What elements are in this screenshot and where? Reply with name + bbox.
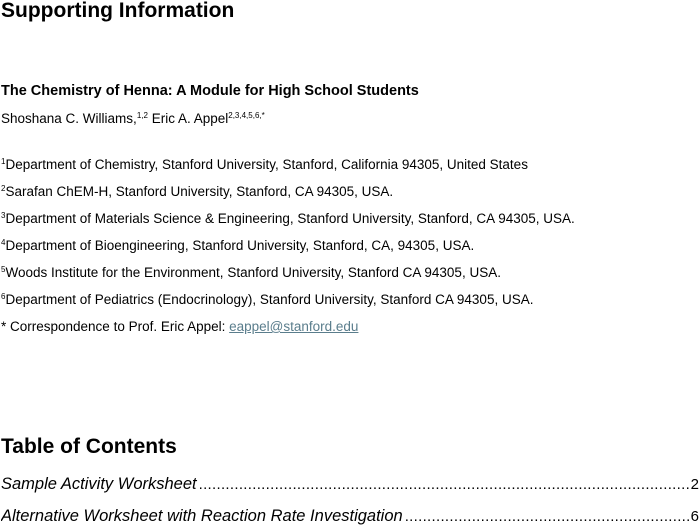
toc-leader-dots xyxy=(405,507,689,527)
author-affiliation-marks: 1,2 xyxy=(136,111,148,120)
affiliation-text: Woods Institute for the Environment, Stanford University, Stanford CA 94305, USA. xyxy=(5,265,501,280)
toc-entry[interactable] xyxy=(1,474,700,495)
affiliation-item xyxy=(1,210,575,227)
correspondence-text: * Correspondence to Prof. Eric Appel: xyxy=(1,319,230,334)
email-link[interactable]: eappel@stanford.edu xyxy=(229,319,359,334)
author-name: Shoshana C. Williams, xyxy=(1,111,137,126)
affiliation-item xyxy=(1,156,528,173)
toc-leader-dots xyxy=(199,475,689,495)
affiliation-mark: 4 xyxy=(1,238,6,247)
page-heading: Supporting Information xyxy=(1,0,235,22)
affiliation-text: Department of Bioengineering, Stanford University, Stanford, CA, 94305, USA. xyxy=(5,238,475,253)
affiliation-text: Department of Chemistry, Stanford University, Stanford, California 94305, United States xyxy=(5,157,528,172)
affiliation-text: Department of Pediatrics (Endocrinology), Stanford University, Stanford CA 94305, USA. xyxy=(5,292,534,307)
affiliation-item xyxy=(1,264,501,281)
affiliation-item xyxy=(1,237,474,254)
author-name: Eric A. Appel xyxy=(151,111,229,126)
affiliation-text: Department of Materials Science & Engineering, Stanford University, Stanford, CA 94305, USA. xyxy=(5,211,575,226)
affiliation-mark: 1 xyxy=(1,157,6,166)
toc-entry-title[interactable]: Alternative Worksheet with Reaction Rate Investigation xyxy=(1,507,403,525)
author-line xyxy=(1,110,265,127)
affiliation-item xyxy=(1,291,533,308)
toc-entry-page: 6 xyxy=(690,508,699,525)
affiliation-item xyxy=(1,183,393,200)
affiliation-mark: 5 xyxy=(1,265,6,274)
affiliation-mark: 3 xyxy=(1,211,6,220)
toc-entry-title[interactable]: Sample Activity Worksheet xyxy=(1,475,197,493)
toc-heading: Table of Contents xyxy=(1,435,177,458)
toc-entry-page: 2 xyxy=(690,476,699,493)
toc-entry[interactable] xyxy=(1,506,700,527)
affiliation-text: Sarafan ChEM-H, Stanford University, Stanford, CA 94305, USA. xyxy=(5,184,394,199)
affiliation-mark: 6 xyxy=(1,292,6,301)
affiliation-mark: 2 xyxy=(1,184,6,193)
paper-title: The Chemistry of Henna: A Module for High School Students xyxy=(1,83,419,99)
author-affiliation-marks: 2,3,4,5,6,* xyxy=(228,111,265,120)
correspondence-line xyxy=(1,318,358,335)
